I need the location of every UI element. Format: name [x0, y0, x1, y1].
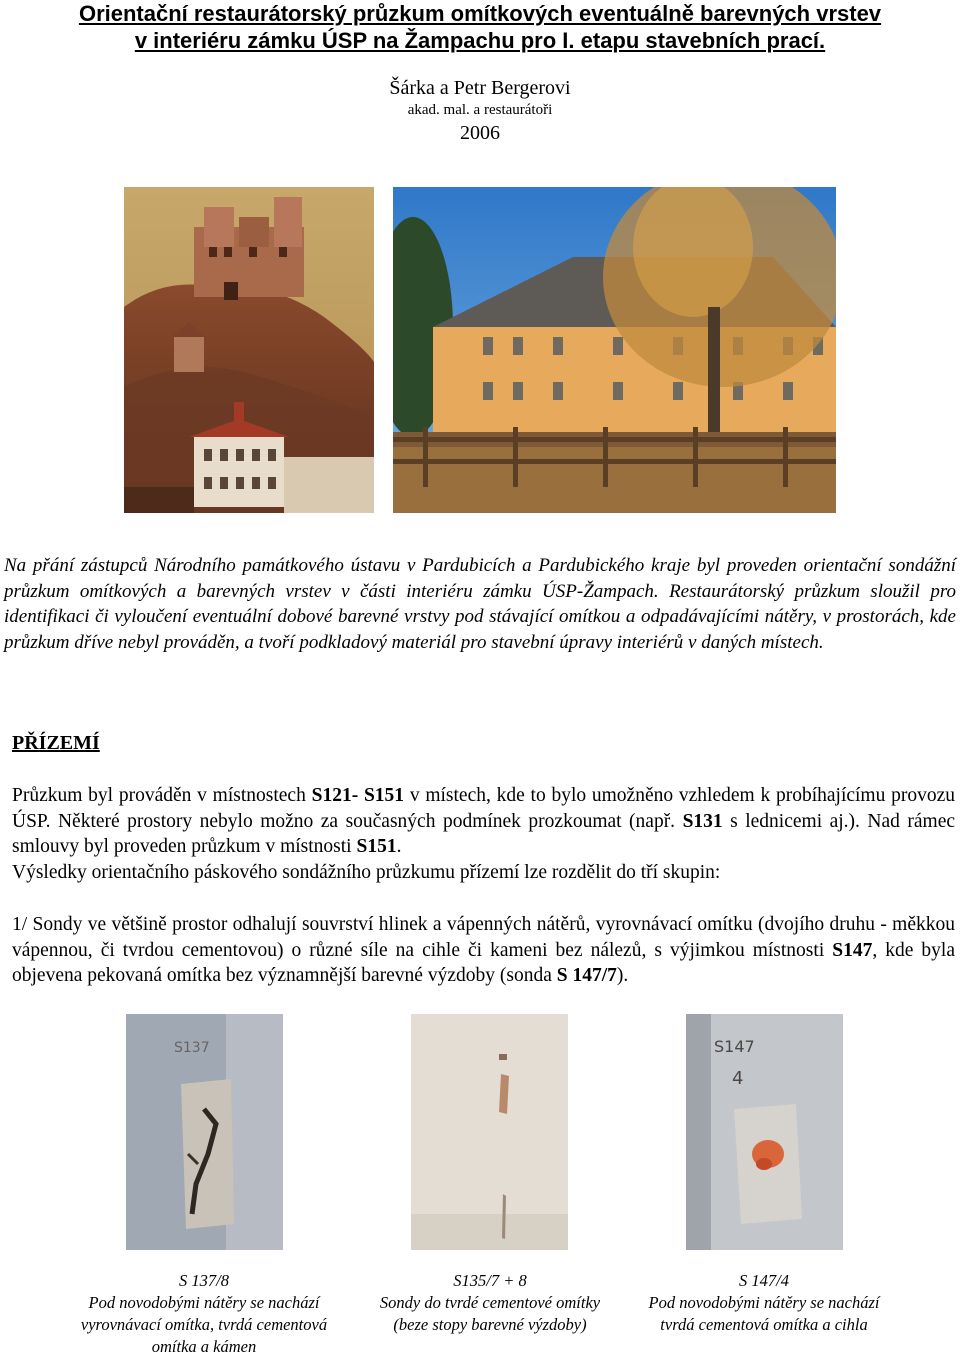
- text-run: .: [396, 836, 402, 858]
- caption-title: S 137/8: [179, 1271, 229, 1290]
- caption-s135: [350, 1270, 630, 1336]
- caption-line: tvrdá cementová omítka a cihla: [660, 1315, 868, 1334]
- probe-photo-number: 4: [732, 1068, 744, 1089]
- year: 2006: [460, 122, 500, 144]
- caption-s137: [58, 1270, 350, 1358]
- caption-title: S135/7 + 8: [453, 1271, 527, 1290]
- title-line-1: Orientační restaurátorský průzkum omítkových eventuálně barevných vrstev: [78, 1, 882, 26]
- room-range: S121- S151: [311, 785, 405, 806]
- caption-s147: [624, 1270, 904, 1336]
- authors: Šárka a Petr Bergerovi: [389, 77, 571, 99]
- room-code: S131: [682, 810, 723, 832]
- intro-paragraph-1: Na přání zástupců Národního památkového ústavu v Pardubicích a Pardubického kraje byl proveden orientační sondážní průzkum omítkových a barevných vrstev v části interiéru zámku ÚSP-Žampach.: [4, 555, 956, 602]
- probe-code: S 147/7: [556, 965, 617, 987]
- probe-photo-label: S147: [714, 1037, 755, 1056]
- text-run: Průzkum byl prováděn v místnostech: [12, 785, 312, 806]
- castle-painting-photo: [124, 187, 374, 513]
- document-title: [20, 0, 940, 54]
- manor-house-photo: [393, 187, 836, 513]
- probe-photo-s135: [411, 1014, 568, 1250]
- text-run: s lednicemi aj.). Nad rámec smlouvy byl proveden průzkum v místnosti: [12, 810, 956, 858]
- text-run: , kde byla objevena pekovaná omítka bez významnější barevné výzdoby (sonda: [12, 939, 955, 987]
- text-run: v místech, kde to bylo umožněno vzhledem k probíhajícímu provozu ÚSP. Některé prostory nebylo možno za současných podmínek prozkoumat (např.: [12, 785, 956, 832]
- body-paragraph-2: Výsledky orientačního páskového sondážního průzkumu přízemí lze rozdělit do tří skupin:: [12, 862, 721, 883]
- body-paragraph-3: [12, 912, 955, 989]
- caption-title: S 147/4: [739, 1271, 789, 1290]
- caption-line: Pod novodobými nátěry se nachází: [88, 1293, 320, 1312]
- caption-line: (beze stopy barevné výzdoby): [393, 1315, 587, 1334]
- room-code: S147: [832, 939, 873, 961]
- room-code: S151: [356, 836, 397, 858]
- text-run: 1/ Sondy ve většině prostor odhalují souvrství hlinek a vápenných nátěrů, vyrovnávací omítku (dvojího druhu - měkkou vápennou, či tvrdou cementovou) o různé síle na cihle či kameni bez nálezů, s výjimkou místnosti: [12, 914, 955, 961]
- body-paragraph-1: [12, 783, 955, 860]
- probe-photo-label: S137: [174, 1040, 210, 1056]
- affiliation: akad. mal. a restaurátoři: [407, 102, 553, 118]
- intro-paragraph-2: Restaurátorský průzkum sloužil pro identifikaci či vyloučení eventuální dobové barevné vrstvy pod stávající omítkou a odpadávajícími nátěry, v prostorách, kde průzkum dříve nebyl prováděn, a tvoří podkladový materiál pro stavební úpravy interiérů v daných místech.: [4, 580, 957, 653]
- title-line-2: v interiéru zámku ÚSP na Žampachu pro I. etapu stavebních prací.: [134, 28, 826, 53]
- caption-line: omítka a kámen: [151, 1337, 257, 1356]
- caption-line: Pod novodobými nátěry se nachází: [648, 1293, 880, 1312]
- caption-line: Sondy do tvrdé cementové omítky: [379, 1293, 601, 1312]
- intro-text: [4, 553, 956, 655]
- caption-line: vyrovnávací omítka, tvrdá cementová: [80, 1315, 328, 1334]
- probe-photo-s147: [686, 1014, 843, 1250]
- text-run: ).: [616, 965, 629, 987]
- section-heading: PŘÍZEMÍ: [12, 732, 100, 754]
- probe-photo-s137: [126, 1014, 283, 1250]
